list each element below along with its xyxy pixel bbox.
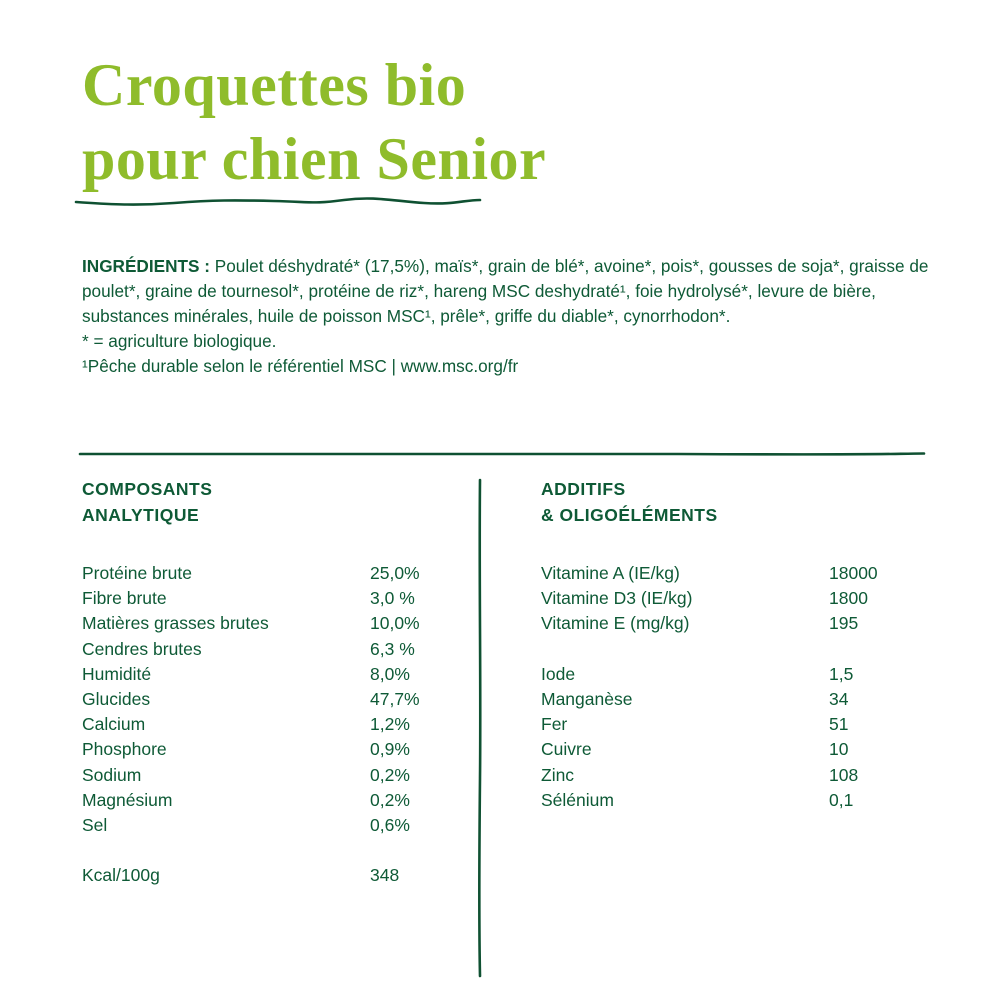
title-line-1: Croquettes bio — [82, 52, 467, 118]
trace-element-name: Zinc — [541, 764, 575, 785]
trace-element-row — [541, 687, 941, 712]
title-line-2: pour chien Senior — [82, 126, 547, 192]
trace-element-name: Manganèse — [541, 689, 633, 709]
component-row — [82, 813, 462, 838]
component-name: Sodium — [82, 764, 142, 785]
component-name: Glucides — [82, 689, 151, 710]
spacer — [82, 838, 462, 863]
spacer — [541, 637, 941, 662]
trace-element-value: 0,1 — [829, 789, 854, 810]
trace-element-value: 1,5 — [829, 663, 854, 684]
additives-heading — [541, 476, 941, 528]
component-value: 6,3 % — [370, 638, 415, 659]
trace-element-row — [541, 662, 941, 687]
component-row — [82, 763, 462, 788]
vitamin-name: Vitamine E (mg/kg) — [541, 613, 690, 634]
vitamin-row — [541, 611, 941, 636]
component-value: 10,0% — [370, 613, 420, 634]
energy-label: Kcal/100g — [82, 865, 160, 886]
vitamin-name: Vitamine A (IE/kg) — [541, 563, 680, 583]
component-name: Fibre brute — [82, 588, 167, 609]
additives-section — [541, 476, 941, 813]
heading-line-1: ADDITIFS — [541, 479, 626, 499]
msc-note: ¹Pêche durable selon le référentiel MSC | www.msc.org/fr — [82, 356, 519, 376]
vitamin-value: 18000 — [829, 563, 878, 583]
component-row — [82, 712, 462, 737]
component-value: 0,9% — [370, 739, 410, 760]
component-row — [82, 637, 462, 662]
component-name: Phosphore — [82, 739, 167, 760]
trace-element-value: 34 — [829, 689, 849, 709]
trace-element-row — [541, 737, 941, 762]
title-underline-squiggle — [74, 190, 484, 210]
ingredients-list — [82, 254, 942, 329]
component-row — [82, 788, 462, 813]
component-row — [82, 687, 462, 712]
heading-line-2: & OLIGOÉLÉMENTS — [541, 505, 718, 525]
component-value: 3,0 % — [370, 588, 415, 609]
component-row — [82, 662, 462, 687]
trace-element-name: Sélénium — [541, 789, 614, 810]
component-name: Calcium — [82, 714, 146, 735]
component-value: 25,0% — [370, 563, 420, 583]
heading-line-2: ANALYTIQUE — [82, 505, 200, 525]
ingredients-label: INGRÉDIENTS : — [82, 256, 210, 276]
trace-element-row — [541, 788, 941, 813]
energy-row — [82, 863, 462, 888]
component-name: Sel — [82, 815, 108, 836]
vitamin-value: 1800 — [829, 588, 868, 609]
product-title — [82, 48, 546, 196]
vitamin-row — [541, 561, 941, 586]
component-value: 8,0% — [370, 663, 410, 684]
trace-element-name: Fer — [541, 714, 568, 735]
vitamin-row — [541, 586, 941, 611]
component-name: Magnésium — [82, 789, 173, 810]
trace-element-row — [541, 712, 941, 737]
trace-element-row — [541, 763, 941, 788]
heading-line-1: COMPOSANTS — [82, 479, 213, 499]
vertical-divider — [476, 478, 484, 978]
component-value: 0,2% — [370, 764, 410, 785]
component-value: 0,6% — [370, 815, 410, 836]
component-row — [82, 737, 462, 762]
component-name: Cendres brutes — [82, 638, 202, 659]
trace-element-name: Iode — [541, 663, 576, 684]
component-name: Matières grasses brutes — [82, 613, 269, 634]
analytical-components-section — [82, 476, 462, 889]
component-row — [82, 586, 462, 611]
component-row — [82, 561, 462, 586]
component-name: Protéine brute — [82, 563, 192, 583]
horizontal-divider — [78, 450, 926, 458]
component-row — [82, 611, 462, 636]
analytical-components-heading — [82, 476, 462, 528]
organic-note: * = agriculture biologique. — [82, 331, 277, 351]
component-value: 0,2% — [370, 789, 410, 810]
component-name: Humidité — [82, 663, 152, 684]
vitamin-name: Vitamine D3 (IE/kg) — [541, 588, 693, 609]
vitamin-value: 195 — [829, 613, 859, 634]
ingredients-text: Poulet déshydraté* (17,5%), maïs*, grain de blé*, avoine*, pois*, gousses de soja*, graisse de poulet*, graine de tournesol*, protéine de riz*, hareng MSC deshydraté¹, foie hydrolysé*, levure de bière, substances minérales, huile de poisson MSC¹, prêle*, griffe du diable*, cynorrhodon*. — [82, 256, 929, 326]
component-value: 1,2% — [370, 714, 410, 735]
energy-value: 348 — [370, 865, 400, 886]
component-value: 47,7% — [370, 689, 420, 710]
trace-element-value: 51 — [829, 714, 849, 735]
trace-element-value: 10 — [829, 739, 849, 760]
trace-element-value: 108 — [829, 764, 859, 785]
trace-element-name: Cuivre — [541, 739, 592, 760]
ingredients-block — [82, 254, 942, 379]
